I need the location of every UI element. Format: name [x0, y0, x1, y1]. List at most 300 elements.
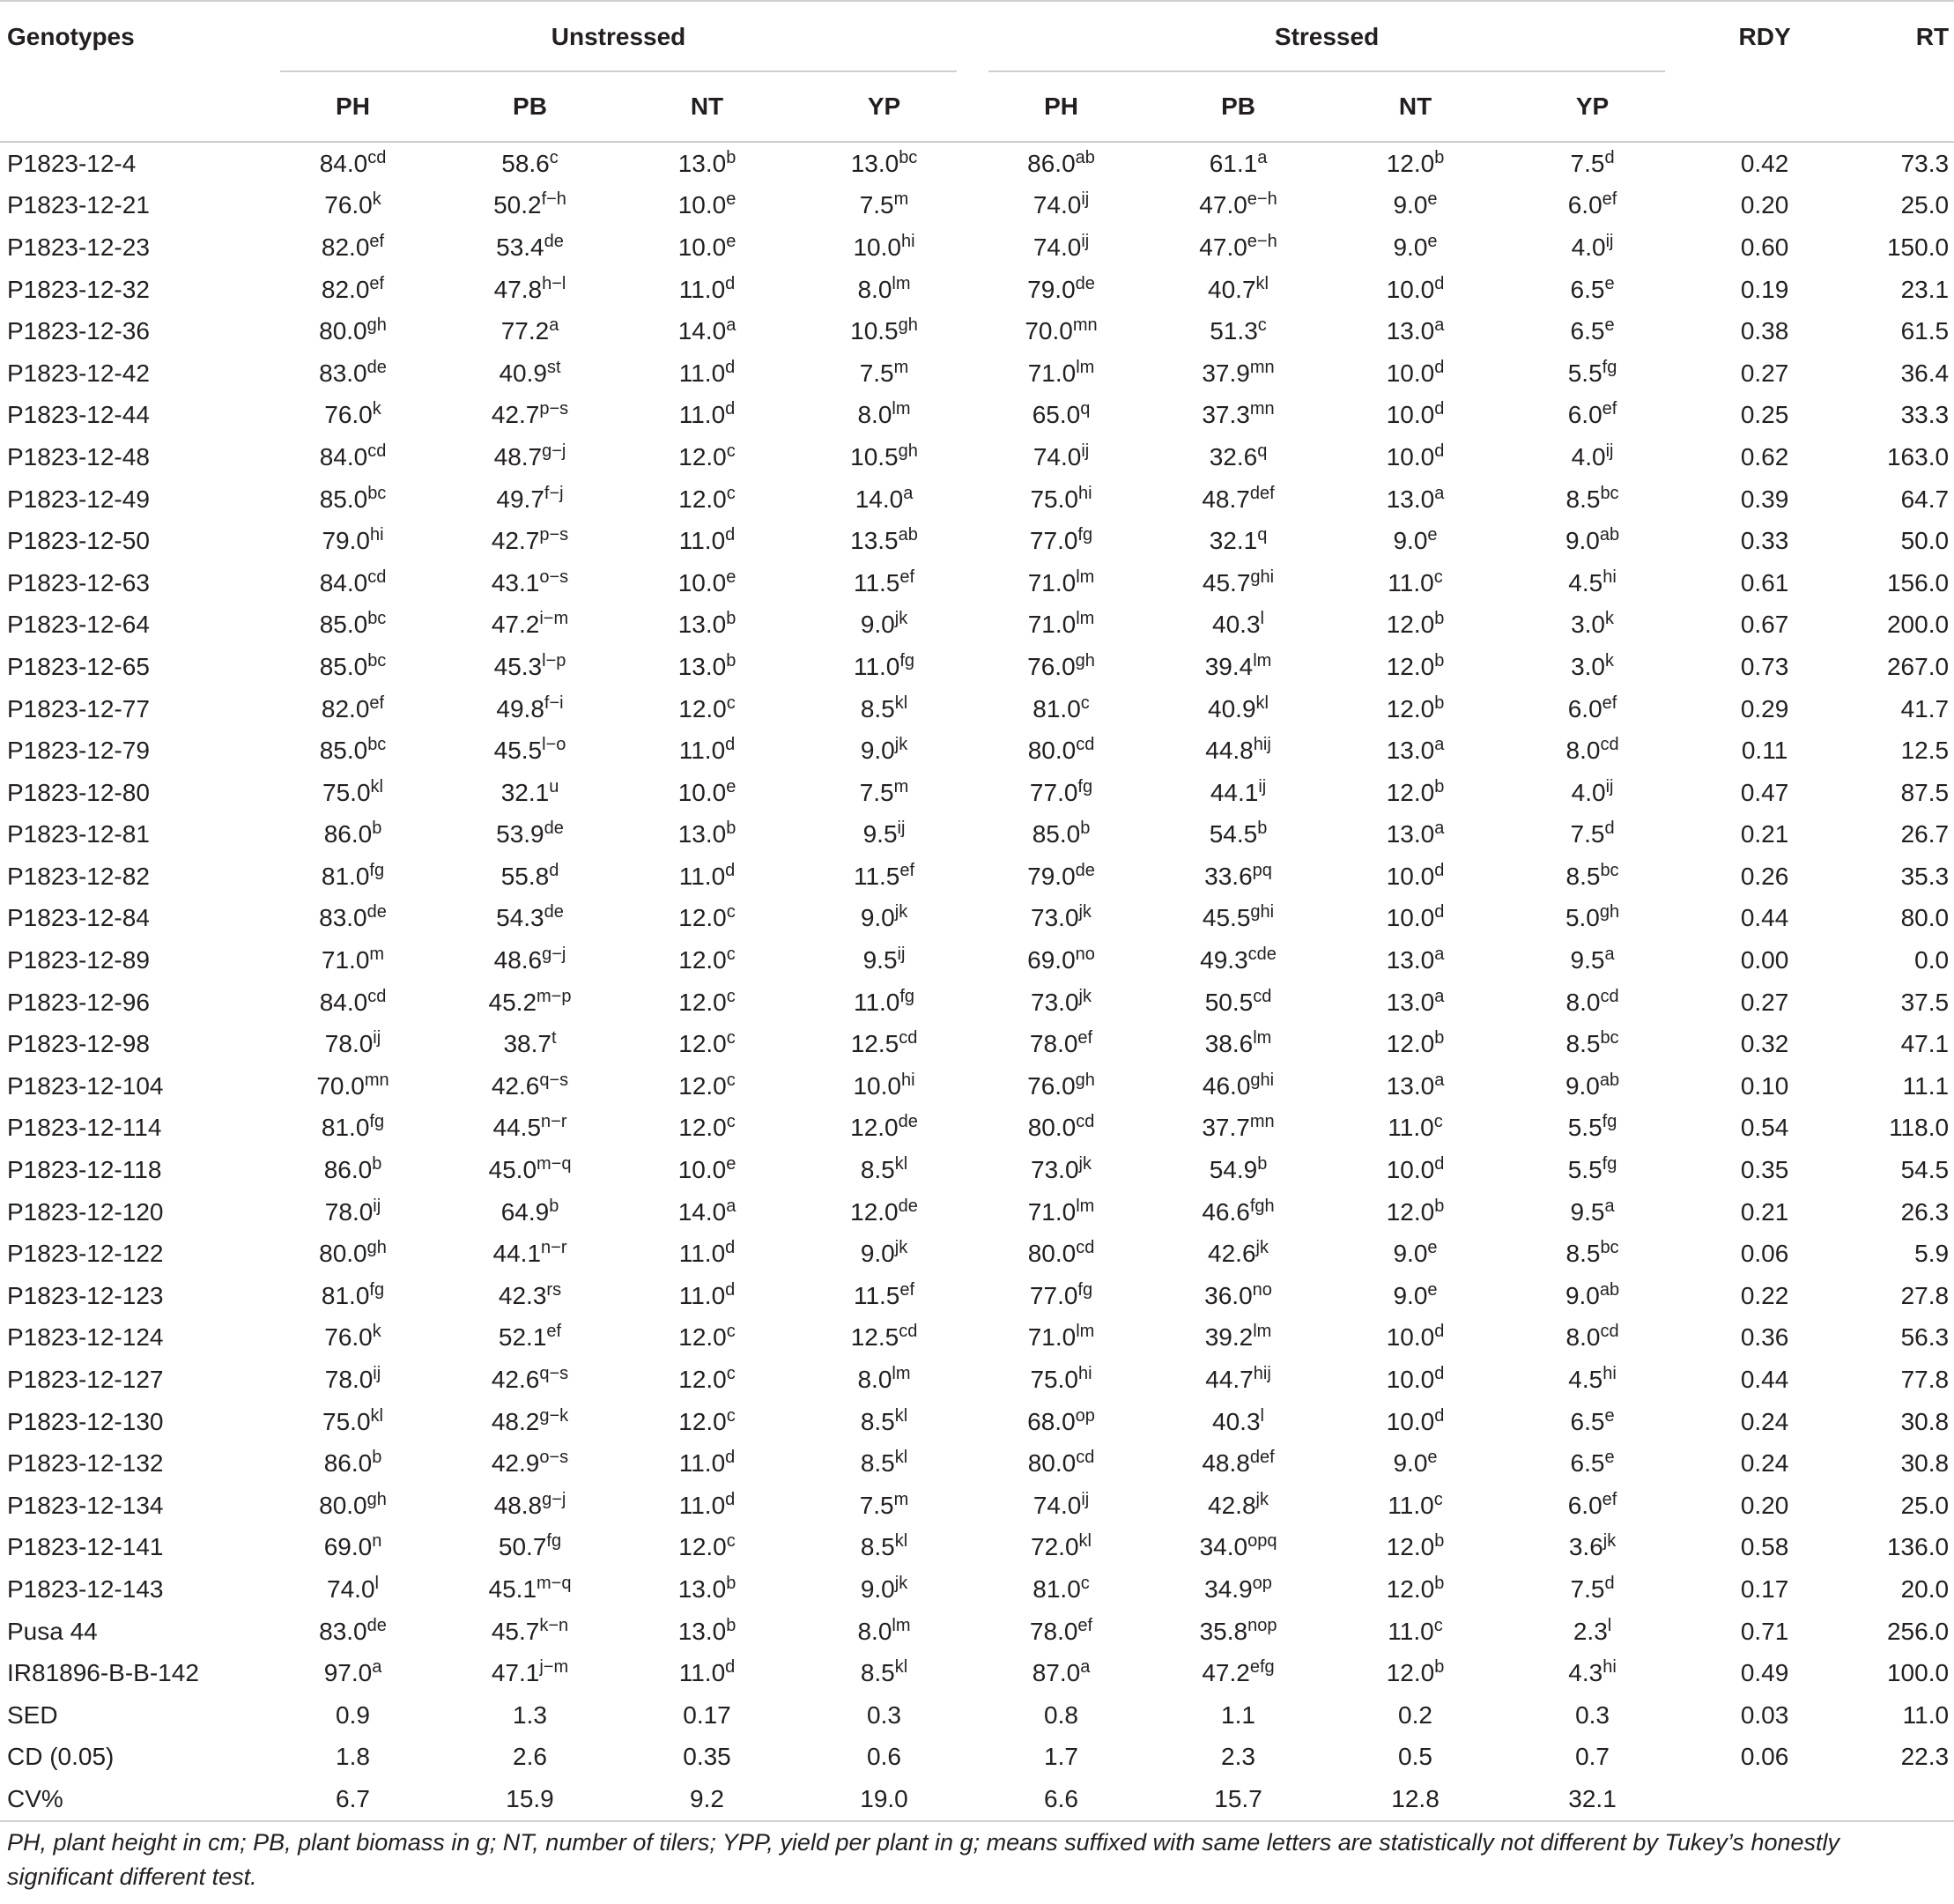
value-cell: [973, 310, 1150, 352]
rt-cell: 256.0: [1886, 1617, 1950, 1645]
significance-letters: u: [549, 776, 559, 796]
table-row: [0, 1149, 1954, 1191]
rt-cell: 11.0: [1902, 1700, 1950, 1729]
value-number: 42.7: [491, 401, 540, 429]
value-number: 13.0: [677, 820, 727, 848]
value-cell: [1504, 856, 1681, 898]
significance-letters: c: [726, 1070, 736, 1090]
rdy-cell: 0.06: [1740, 1743, 1789, 1771]
significance-letters: fg: [546, 1531, 562, 1552]
significance-letters: kl: [1078, 1531, 1092, 1552]
value-number: 12.0: [1386, 1533, 1435, 1561]
value-cell: [264, 1611, 441, 1653]
value-number: 78.0: [1029, 1030, 1078, 1058]
value-number: 10.0: [1386, 862, 1435, 890]
value-number: 45.0: [488, 1156, 537, 1184]
rdy-cell: 0.21: [1740, 1197, 1789, 1226]
significance-letters: k: [1605, 650, 1614, 670]
value-cell: [441, 269, 618, 311]
value-cell: [1327, 1065, 1504, 1108]
significance-letters: a: [1434, 315, 1445, 336]
value-cell: [796, 1191, 973, 1234]
value-cell: [441, 1527, 618, 1569]
value-cell: [264, 352, 441, 395]
value-cell: [441, 352, 618, 395]
value-number: 14.0: [677, 1197, 727, 1226]
value-number: 11.0: [853, 652, 900, 680]
significance-letters: gh: [366, 1238, 387, 1258]
subheader-stressed-yp: YP: [1504, 72, 1681, 142]
value-number: 11.0: [678, 737, 726, 765]
value-number: 42.6: [491, 1366, 540, 1394]
significance-letters: b: [726, 1573, 736, 1593]
genotype-cell: P1823-12-123: [7, 1281, 164, 1309]
value-number: 8.5: [1565, 1240, 1601, 1268]
value-number: 0.8: [1044, 1700, 1078, 1729]
significance-letters: jk: [1078, 902, 1092, 922]
significance-letters: hi: [900, 1070, 915, 1090]
value-number: 12.0: [678, 442, 727, 470]
subheader-unstressed-ph: PH: [264, 72, 441, 142]
table-row: [0, 142, 1954, 185]
value-number: 11.0: [678, 275, 726, 303]
value-cell: [973, 982, 1150, 1024]
value-number: 79.0: [1027, 275, 1076, 303]
value-cell: [1150, 478, 1327, 521]
significance-letters: e: [1604, 1405, 1615, 1426]
value-cell: [441, 226, 618, 269]
rt-cell: 77.8: [1900, 1366, 1950, 1394]
value-number: 11.0: [853, 988, 900, 1016]
table-row: [0, 1485, 1954, 1527]
genotype-cell: P1823-12-64: [7, 611, 150, 639]
significance-letters: m: [369, 945, 385, 965]
value-number: 10.0: [1386, 1407, 1435, 1435]
value-cell: [264, 1275, 441, 1317]
value-number: 48.7: [493, 442, 543, 470]
significance-letters: g−j: [542, 1489, 566, 1509]
value-number: 45.7: [491, 1617, 540, 1645]
value-cell: [973, 1527, 1150, 1569]
value-cell: [1327, 478, 1504, 521]
value-number: 37.7: [1202, 1114, 1250, 1142]
value-number: 85.0: [319, 485, 368, 513]
value-cell: [264, 1149, 441, 1191]
value-cell: [264, 1568, 441, 1611]
significance-letters: d: [1434, 1322, 1445, 1342]
value-number: 83.0: [319, 359, 367, 387]
table-row: [0, 1694, 1954, 1737]
significance-letters: e−h: [1247, 189, 1277, 210]
value-cell: [264, 898, 441, 940]
significance-letters: fgh: [1249, 1196, 1275, 1216]
significance-letters: opq: [1247, 1531, 1277, 1552]
value-cell: [796, 1652, 973, 1694]
significance-letters: d: [1434, 1154, 1445, 1174]
value-cell: [1150, 856, 1327, 898]
significance-letters: ab: [1599, 525, 1620, 545]
value-cell: [1327, 1275, 1504, 1317]
value-number: 4.5: [1568, 1366, 1603, 1394]
value-number: 73.0: [1031, 988, 1079, 1016]
significance-letters: d: [1434, 860, 1445, 880]
rdy-cell: 0.22: [1740, 1281, 1789, 1309]
table-row: [0, 1233, 1954, 1275]
value-number: 35.8: [1199, 1617, 1248, 1645]
genotype-cell: P1823-12-42: [7, 359, 150, 387]
value-cell: [264, 185, 441, 227]
significance-letters: hij: [1253, 1364, 1271, 1384]
value-number: 0.3: [867, 1700, 901, 1729]
significance-letters: jk: [1078, 1154, 1092, 1174]
genotype-cell: P1823-12-49: [7, 485, 150, 513]
value-cell: [1327, 1442, 1504, 1485]
value-cell: [441, 1568, 618, 1611]
value-number: 3.0: [1571, 652, 1605, 680]
genotype-cell: P1823-12-118: [7, 1156, 162, 1184]
significance-letters: cd: [367, 567, 387, 587]
significance-letters: c: [726, 1112, 736, 1132]
value-cell: [264, 1778, 441, 1821]
value-number: 12.0: [678, 1323, 727, 1352]
value-cell: [1327, 604, 1504, 647]
rdy-cell: 0.73: [1740, 652, 1789, 680]
significance-letters: ij: [1605, 776, 1614, 796]
value-cell: [264, 562, 441, 604]
rdy-cell: 0.27: [1740, 359, 1789, 387]
genotype-cell: P1823-12-127: [7, 1366, 164, 1394]
value-cell: [1504, 646, 1681, 688]
value-number: 8.5: [860, 1156, 895, 1184]
rt-cell: 23.1: [1900, 275, 1950, 303]
value-number: 10.0: [853, 1071, 901, 1100]
value-cell: [973, 520, 1150, 562]
value-number: 8.0: [1565, 737, 1601, 765]
value-cell: [264, 395, 441, 437]
rdy-cell: 0.39: [1740, 485, 1789, 513]
value-number: 12.0: [678, 1114, 727, 1142]
value-cell: [796, 646, 973, 688]
value-cell: [973, 185, 1150, 227]
significance-letters: m: [893, 189, 909, 210]
value-cell: [1150, 395, 1327, 437]
significance-letters: fg: [1077, 525, 1093, 545]
significance-letters: bc: [1600, 860, 1619, 880]
value-number: 10.5: [850, 442, 899, 470]
value-number: 34.9: [1204, 1574, 1253, 1603]
value-cell: [1504, 730, 1681, 772]
significance-letters: cd: [367, 147, 387, 167]
value-cell: [796, 436, 973, 478]
value-number: 78.0: [324, 1197, 374, 1226]
value-cell: [1150, 939, 1327, 982]
value-cell: [264, 310, 441, 352]
value-cell: [618, 1233, 796, 1275]
significance-letters: c: [726, 986, 736, 1006]
value-cell: [1327, 1694, 1504, 1737]
value-number: 6.5: [1570, 1407, 1605, 1435]
subheader-stressed-nt: NT: [1327, 72, 1504, 142]
significance-letters: hi: [1602, 1364, 1617, 1384]
value-cell: [264, 269, 441, 311]
significance-letters: d: [1604, 147, 1615, 167]
value-number: 15.9: [506, 1784, 554, 1812]
value-cell: [796, 1149, 973, 1191]
genotype-cell: P1823-12-89: [7, 946, 150, 974]
value-cell: [264, 1442, 441, 1485]
significance-letters: m: [893, 357, 909, 377]
header-stressed: Stressed: [973, 1, 1681, 72]
value-cell: [796, 1317, 973, 1359]
value-cell: [796, 604, 973, 647]
significance-letters: cd: [1600, 986, 1619, 1006]
value-cell: [1327, 1191, 1504, 1234]
value-number: 80.0: [319, 317, 367, 345]
significance-letters: q: [1257, 525, 1268, 545]
significance-letters: b: [1257, 1154, 1268, 1174]
value-cell: [1150, 1652, 1327, 1694]
value-cell: [441, 1317, 618, 1359]
value-number: 61.1: [1209, 149, 1258, 177]
table-row: [0, 1611, 1954, 1653]
table-row: [0, 1401, 1954, 1443]
value-number: 12.0: [1386, 652, 1435, 680]
value-cell: [1150, 142, 1327, 185]
value-cell: [441, 856, 618, 898]
value-number: 85.0: [319, 737, 368, 765]
value-number: 9.0: [1565, 1071, 1600, 1100]
significance-letters: k−n: [539, 1615, 569, 1635]
value-number: 40.9: [1208, 694, 1256, 722]
rt-cell: 118.0: [1889, 1114, 1950, 1142]
value-number: 42.6: [1208, 1240, 1256, 1268]
value-number: 46.0: [1202, 1071, 1251, 1100]
significance-letters: a: [1434, 1070, 1445, 1090]
value-number: 11.0: [678, 1449, 726, 1478]
significance-letters: ij: [1605, 231, 1614, 251]
significance-letters: e: [1604, 1448, 1615, 1468]
table-row: [0, 436, 1954, 478]
value-cell: [1504, 772, 1681, 814]
value-number: 45.3: [493, 652, 543, 680]
header-blank: [0, 72, 264, 142]
genotype-cell: P1823-12-79: [7, 737, 150, 765]
value-number: 1.7: [1044, 1743, 1078, 1771]
value-cell: [618, 939, 796, 982]
significance-letters: gh: [366, 1489, 387, 1509]
value-number: 44.1: [492, 1240, 542, 1268]
value-cell: [973, 1023, 1150, 1065]
significance-letters: a: [1604, 945, 1615, 965]
value-cell: [1327, 1652, 1504, 1694]
significance-letters: t: [551, 1028, 557, 1048]
value-cell: [441, 604, 618, 647]
significance-letters: b: [1434, 1657, 1445, 1678]
value-cell: [796, 1233, 973, 1275]
value-cell: [1504, 939, 1681, 982]
significance-letters: b: [726, 1615, 736, 1635]
value-cell: [618, 1485, 796, 1527]
significance-letters: a: [726, 315, 736, 336]
value-number: 47.8: [493, 275, 543, 303]
significance-letters: e: [726, 567, 736, 587]
value-number: 32.1: [500, 778, 550, 806]
significance-letters: bc: [367, 483, 387, 503]
value-number: 13.0: [1386, 317, 1435, 345]
value-cell: [973, 1149, 1150, 1191]
value-cell: [796, 562, 973, 604]
significance-letters: c: [726, 1531, 736, 1552]
value-cell: [264, 814, 441, 856]
value-cell: [1150, 814, 1327, 856]
table-row: [0, 982, 1954, 1024]
significance-letters: kl: [894, 1448, 908, 1468]
value-number: 74.0: [327, 1574, 375, 1603]
significance-letters: lm: [1076, 357, 1095, 377]
value-number: 0.17: [683, 1700, 731, 1729]
value-number: 11.5: [853, 568, 900, 596]
value-cell: [796, 1611, 973, 1653]
value-cell: [796, 1778, 973, 1821]
genotype-cell: P1823-12-114: [7, 1114, 162, 1142]
value-cell: [1504, 520, 1681, 562]
value-number: 12.0: [678, 1030, 727, 1058]
value-number: 73.0: [1031, 904, 1079, 932]
value-cell: [1150, 1275, 1327, 1317]
value-number: 9.2: [690, 1784, 724, 1812]
rt-cell: 36.4: [1900, 359, 1950, 387]
significance-letters: c: [726, 1405, 736, 1426]
value-number: 11.0: [678, 359, 726, 387]
value-cell: [264, 1191, 441, 1234]
value-number: 8.0: [857, 275, 892, 303]
value-cell: [1504, 604, 1681, 647]
value-number: 4.0: [1571, 442, 1606, 470]
significance-letters: mn: [1249, 399, 1275, 419]
rt-cell: 35.3: [1900, 862, 1950, 890]
value-cell: [796, 772, 973, 814]
value-number: 37.9: [1202, 359, 1250, 387]
value-cell: [796, 352, 973, 395]
value-cell: [1327, 1149, 1504, 1191]
significance-letters: ij: [373, 1028, 381, 1048]
table-row: [0, 1108, 1954, 1150]
value-cell: [973, 1233, 1150, 1275]
value-cell: [618, 1023, 796, 1065]
significance-letters: fg: [899, 650, 915, 670]
value-cell: [1150, 1737, 1327, 1779]
value-cell: [1504, 142, 1681, 185]
value-cell: [1150, 1065, 1327, 1108]
value-number: 6.0: [1567, 191, 1602, 219]
significance-letters: kl: [894, 693, 908, 713]
value-cell: [1504, 395, 1681, 437]
value-cell: [973, 1401, 1150, 1443]
value-number: 32.1: [1209, 527, 1258, 555]
significance-letters: bc: [367, 735, 387, 755]
significance-letters: b: [726, 609, 736, 629]
value-number: 71.0: [1027, 359, 1077, 387]
genotype-cell: P1823-12-65: [7, 652, 150, 680]
significance-letters: n−r: [541, 1238, 567, 1258]
value-number: 83.0: [319, 1617, 367, 1645]
rdy-cell: 0.06: [1740, 1240, 1789, 1268]
table-row: [0, 352, 1954, 395]
value-cell: [973, 436, 1150, 478]
value-number: 84.0: [319, 568, 368, 596]
significance-letters: kl: [894, 1405, 908, 1426]
value-number: 9.0: [1393, 233, 1428, 261]
significance-letters: lm: [1253, 1028, 1272, 1048]
value-number: 0.7: [1575, 1743, 1610, 1771]
value-cell: [973, 562, 1150, 604]
table-row: [0, 730, 1954, 772]
significance-letters: a: [1434, 483, 1445, 503]
value-cell: [1327, 1778, 1504, 1821]
value-number: 13.5: [850, 527, 899, 555]
significance-letters: ab: [1599, 1279, 1620, 1300]
significance-letters: d: [1434, 399, 1445, 419]
genotype-cell: P1823-12-21: [7, 191, 150, 219]
significance-letters: ij: [897, 945, 906, 965]
value-cell: [1150, 269, 1327, 311]
value-number: 7.5: [859, 191, 894, 219]
value-cell: [1327, 226, 1504, 269]
value-number: 13.0: [850, 149, 899, 177]
significance-letters: b: [1434, 650, 1445, 670]
rdy-cell: 0.36: [1740, 1323, 1789, 1352]
value-cell: [618, 1275, 796, 1317]
value-number: 3.6: [1568, 1533, 1603, 1561]
value-cell: [796, 1108, 973, 1150]
significance-letters: ef: [1602, 189, 1617, 210]
value-number: 76.0: [324, 1323, 373, 1352]
value-cell: [618, 730, 796, 772]
value-cell: [973, 142, 1150, 185]
value-cell: [1327, 688, 1504, 730]
table-row: [0, 395, 1954, 437]
value-number: 72.0: [1031, 1533, 1079, 1561]
value-cell: [618, 1191, 796, 1234]
value-cell: [973, 1568, 1150, 1611]
value-cell: [1504, 1233, 1681, 1275]
value-number: 13.0: [1386, 946, 1435, 974]
value-number: 82.0: [321, 694, 370, 722]
value-cell: [1150, 646, 1327, 688]
value-number: 80.0: [319, 1491, 367, 1519]
value-cell: [1150, 310, 1327, 352]
value-cell: [264, 856, 441, 898]
rdy-cell: 0.25: [1740, 401, 1789, 429]
value-cell: [441, 646, 618, 688]
value-number: 97.0: [323, 1659, 373, 1687]
value-number: 7.5: [1570, 1574, 1605, 1603]
value-number: 3.0: [1571, 611, 1605, 639]
rt-cell: 136.0: [1886, 1533, 1950, 1561]
value-number: 43.1: [491, 568, 540, 596]
value-number: 0.3: [1575, 1700, 1610, 1729]
table-row: [0, 1065, 1954, 1108]
significance-letters: ij: [1081, 441, 1090, 461]
value-cell: [618, 310, 796, 352]
significance-letters: jk: [894, 609, 908, 629]
value-cell: [618, 772, 796, 814]
genotype-cell: P1823-12-50: [7, 527, 150, 555]
header-rt: RT: [1848, 1, 1954, 72]
significance-letters: ij: [1081, 189, 1090, 210]
value-number: 81.0: [1033, 1574, 1081, 1603]
value-cell: [1327, 730, 1504, 772]
